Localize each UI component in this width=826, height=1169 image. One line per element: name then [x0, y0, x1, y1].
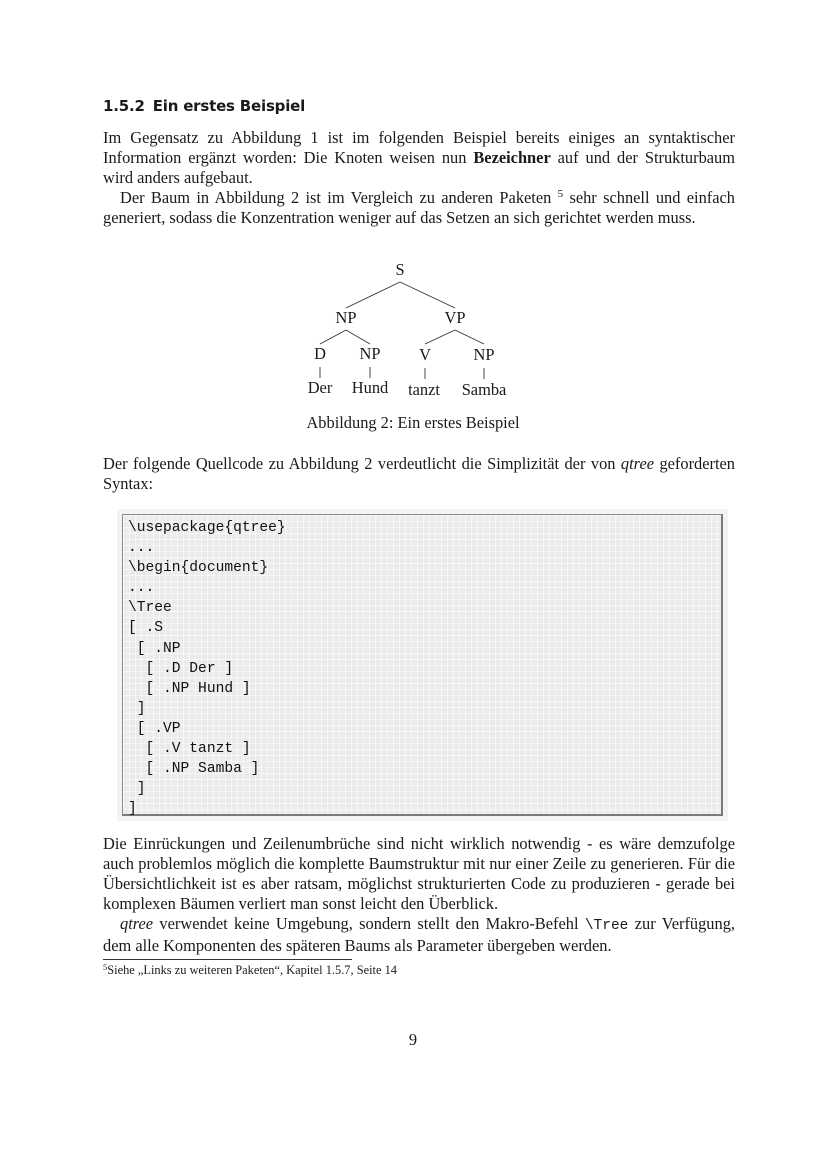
paragraph-code-intro: [103, 454, 735, 494]
tree-node-v: V: [419, 345, 431, 364]
paragraph-intro: [103, 128, 735, 228]
paragraph-text: Der folgende Quellcode zu Abbildung 2 verdeutlicht die Simplizität der von: [103, 454, 621, 473]
tree-leaf-der: Der: [307, 378, 333, 397]
package-name: qtree: [620, 454, 654, 473]
footnote: [103, 963, 397, 978]
tree-node-vp: VP: [444, 308, 466, 327]
tree-leaf-hund: Hund: [351, 378, 389, 397]
tree-node-np-samba: NP: [473, 345, 495, 364]
code-text: \usepackage{qtree} ... \begin{document} ... \Tree [ .S [ .NP [ .D Der ] [ .NP Hund ] ] [ .VP [ .V tanzt ] [ .NP Samba ] ] ]: [128, 520, 286, 818]
tree-leaf-samba: Samba: [461, 380, 507, 399]
code-listing: [122, 514, 723, 816]
tree-leaf-tanzt: tanzt: [408, 380, 440, 399]
tree-node-np: NP: [335, 308, 357, 327]
paragraph-text: verwendet keine Umgebung, sondern stellt den Makro-Befehl: [153, 914, 585, 933]
figure-caption: Abbildung 2: Ein erstes Beispiel: [306, 413, 520, 432]
bold-term: Bezeichner: [473, 148, 551, 167]
paragraph-text: Die Einrückungen und Zeilenumbrüche sind nicht wirklich notwendig - es wäre demzufolge auch problemlos möglich die komplette Baumstruktur mit nur einer Zeile zu generieren. Für die Übersichtlichkeit ist es aber ratsam, möglichst strukturierten Code zu produzieren - gerade bei komplexen Bäumen verliert man sonst leicht den Überblick.: [103, 834, 735, 913]
paragraph-text: zur Verfügung, dem alle Komponenten des späteren Baums als Parameter übergeben werden.: [103, 914, 735, 955]
section-title: Ein erstes Beispiel: [152, 97, 306, 115]
page-number: 9: [408, 1030, 418, 1049]
tree-node-d: D: [314, 344, 326, 363]
footnote-reference[interactable]: 5: [557, 188, 564, 200]
paragraph-text: geforderten Syntax:: [103, 454, 735, 493]
paragraph-text: auf und der Strukturbaum wird anders aufgebaut.: [103, 148, 735, 187]
package-name: qtree: [120, 914, 154, 933]
footnote-text: Siehe „Links zu weiteren Paketen“, Kapitel 1.5.7, Seite 14: [107, 963, 397, 977]
section-number: 1.5.2: [103, 97, 145, 115]
tree-node-s: S: [395, 260, 405, 279]
paragraph-text: Der Baum in Abbildung 2 ist im Vergleich zu anderen Paketen: [120, 188, 558, 207]
section-heading: [103, 97, 305, 115]
paragraph-explanation: [103, 834, 735, 956]
tree-node-np-hund: NP: [359, 344, 381, 363]
inline-code: \Tree: [584, 918, 629, 934]
paragraph-text: sehr schnell und einfach generiert, sodass die Konzentration weniger auf das Setzen an sich gerichtet werden muss.: [103, 188, 735, 227]
footnote-rule: [103, 959, 352, 960]
paragraph-text: Im Gegensatz zu Abbildung 1 ist im folgenden Beispiel bereits einiges an syntaktischer Information ergänzt worden: Die Knoten weisen nun: [103, 128, 735, 167]
footnote-mark: 5: [103, 962, 108, 972]
